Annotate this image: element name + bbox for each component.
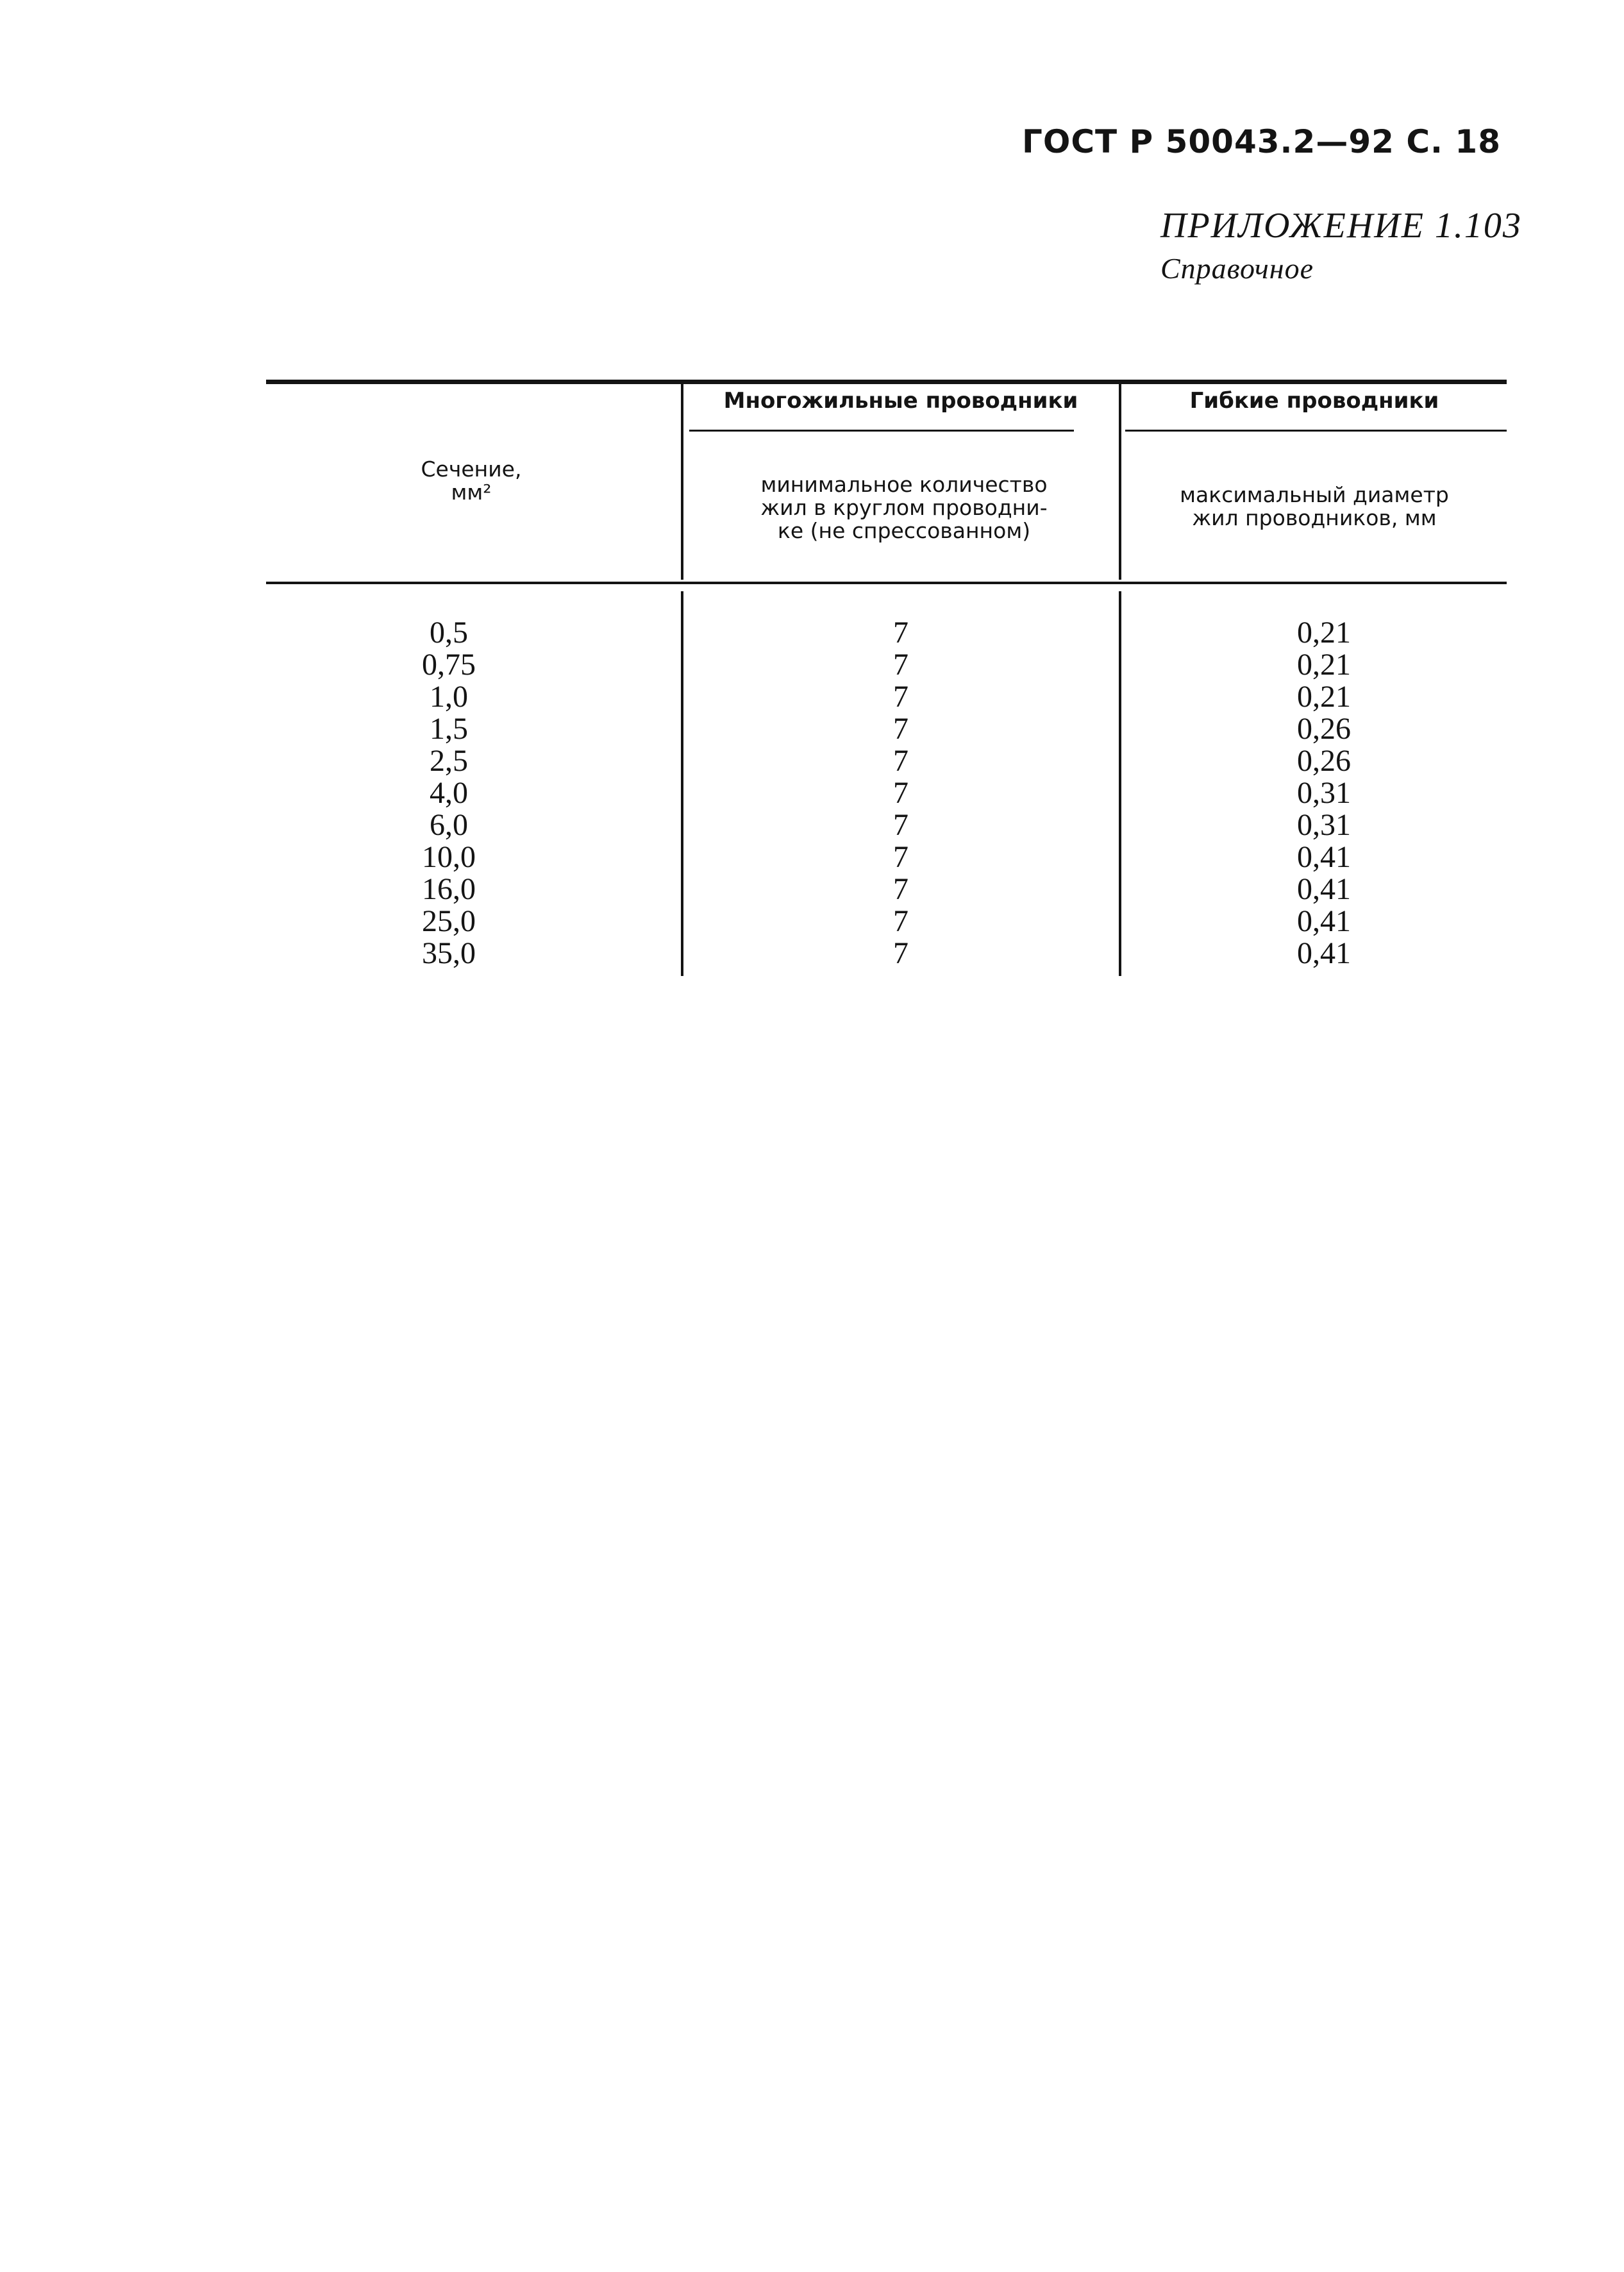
- table-cell-section: 0,75: [422, 648, 476, 682]
- table-cell-min-count: 7: [893, 904, 908, 938]
- column-max-diameter: [1260, 617, 1388, 970]
- table-cell-max-diameter: 0,41: [1297, 904, 1351, 938]
- column-min-count: [856, 617, 946, 970]
- table-cell-section: 0,5: [430, 616, 468, 650]
- table-cell-max-diameter: 0,31: [1297, 776, 1351, 810]
- table-cell-section: 25,0: [422, 904, 476, 938]
- table-cell-section: 6,0: [430, 808, 468, 842]
- appendix-title: ПРИЛОЖЕНИЕ 1.103: [1160, 206, 1522, 246]
- table-cell-min-count: 7: [893, 872, 908, 906]
- table-cell-max-diameter: 0,26: [1297, 712, 1351, 746]
- table-cell-min-count: 7: [893, 840, 908, 874]
- appendix-subtitle: Справочное: [1160, 252, 1314, 285]
- table-cell-max-diameter: 0,21: [1297, 616, 1351, 650]
- table-cell-max-diameter: 0,41: [1297, 936, 1351, 970]
- header-section-label: Сечение,: [421, 457, 522, 482]
- table-cell-min-count: 7: [893, 712, 908, 746]
- table-cell-max-diameter: 0,41: [1297, 872, 1351, 906]
- column-divider-1-header: [681, 384, 683, 580]
- table-cell-max-diameter: 0,31: [1297, 808, 1351, 842]
- table-cell-max-diameter: 0,26: [1297, 744, 1351, 778]
- column-section: [372, 617, 526, 970]
- table-cell-min-count: 7: [893, 616, 908, 650]
- table-cell-min-count: 7: [893, 936, 908, 970]
- table-cell-min-count: 7: [893, 808, 908, 842]
- table-cell-section: 4,0: [430, 776, 468, 810]
- flexible-subheader-rule: [1125, 430, 1507, 432]
- header-flexible-conductors: Гибкие проводники: [1189, 388, 1439, 414]
- table-cell-min-count: 7: [893, 648, 908, 682]
- table-header-bottom-rule: [266, 582, 1507, 584]
- header-max-diam-line: жил проводников, мм: [1192, 505, 1437, 530]
- table-cell-max-diameter: 0,21: [1297, 680, 1351, 714]
- column-divider-2-body: [1119, 591, 1121, 976]
- table-cell-section: 35,0: [422, 936, 476, 970]
- table-cell-max-diameter: 0,21: [1297, 648, 1351, 682]
- table-cell-section: 2,5: [430, 744, 468, 778]
- column-divider-2-header: [1119, 384, 1121, 580]
- table-cell-section: 1,5: [430, 712, 468, 746]
- page-header: ГОСТ Р 50043.2—92 С. 18: [1021, 123, 1501, 160]
- table-cell-max-diameter: 0,41: [1297, 840, 1351, 874]
- header-section-unit: мм²: [451, 480, 492, 505]
- table-cell-section: 1,0: [430, 680, 468, 714]
- header-min-count-line: ке (не спрессованном): [777, 518, 1031, 543]
- header-min-count-line: жил в круглом проводни-: [760, 495, 1048, 520]
- table-top-rule: [266, 380, 1507, 384]
- table-cell-min-count: 7: [893, 744, 908, 778]
- table-cell-section: 16,0: [422, 872, 476, 906]
- header-max-diam-line: максимальный диаметр: [1180, 482, 1449, 507]
- table-cell-min-count: 7: [893, 776, 908, 810]
- header-section: [362, 458, 580, 504]
- header-min-strand-count: [689, 473, 1119, 543]
- column-divider-1-body: [681, 591, 683, 976]
- stranded-subheader-rule: [689, 430, 1074, 432]
- table-cell-min-count: 7: [893, 680, 908, 714]
- conductor-table: [266, 380, 1507, 989]
- table-cell-section: 10,0: [422, 840, 476, 874]
- header-stranded-conductors: Многожильные проводники: [723, 388, 1078, 414]
- header-min-count-line: минимальное количество: [760, 472, 1048, 497]
- header-max-strand-diameter: [1122, 484, 1507, 530]
